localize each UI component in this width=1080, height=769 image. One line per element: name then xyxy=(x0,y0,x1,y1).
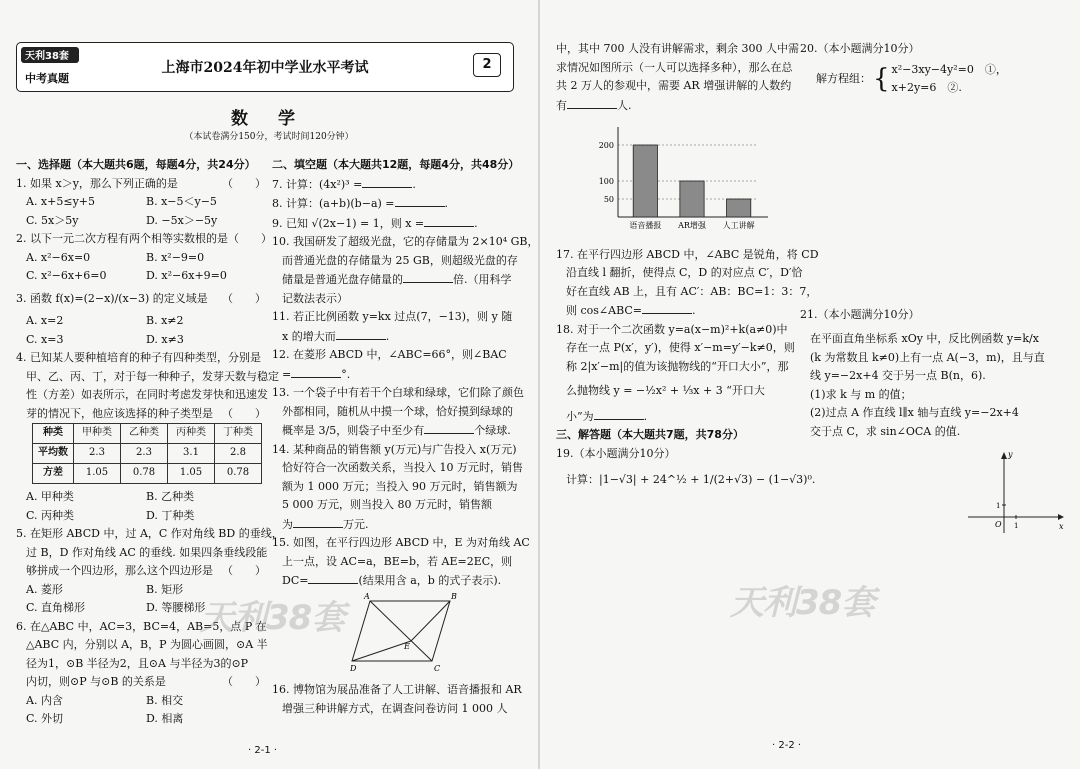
q18-line-2: 存在一点 P(x′，y′)，使得 x′−m=y′−k≠0，则 xyxy=(566,341,795,354)
q5-text: 够拼成一个四边形，那么这个四边形是 xyxy=(26,564,213,577)
answer-blank xyxy=(424,421,474,434)
q1-option-a: A. x+5≤y+5 xyxy=(26,195,96,208)
q14-line-1: 14. 某种商品的销售额 y(万元)与广告投入 x(万元) xyxy=(272,442,517,456)
q6-line-4 xyxy=(16,673,266,692)
q2-option-d: D. x²−6x+9=0 xyxy=(146,269,227,282)
q3-option-a: A. x=2 xyxy=(26,314,64,327)
logo-text: 天利38套 xyxy=(25,51,69,62)
bar-chart xyxy=(586,121,786,239)
q18-line-1: 18. 对于一个二次函数 y=a(x−m)²+k(a≠0)中 xyxy=(556,322,788,336)
label-a: A xyxy=(364,591,370,601)
label-e: E xyxy=(404,641,410,651)
q4-option-a: A. 甲种类 xyxy=(26,490,74,503)
answer-blank xyxy=(291,365,341,378)
q1-option-b: B. x−5＜y−5 xyxy=(146,195,217,208)
chart-tick-label: 200 xyxy=(598,141,614,150)
answer-blank xyxy=(308,571,358,584)
q11-line-1: 11. 若正比例函数 y=kx 过点(7，−13)，则 y 随 xyxy=(272,310,513,323)
q20-label: 解方程组： xyxy=(816,71,871,85)
q21-header: 21.（本小题满分10分） xyxy=(800,307,920,321)
table-cell: 1.05 xyxy=(74,464,121,484)
coordinate-axes xyxy=(966,447,1066,537)
q20-eq-1: x²−3xy−4y²=0 ①， xyxy=(891,62,1007,76)
q2-option-a: A. x²−6x=0 xyxy=(26,250,91,264)
q10-line-4: 记数法表示） xyxy=(282,291,348,305)
table-cell: 2.3 xyxy=(121,444,168,464)
answer-blank xyxy=(424,214,474,227)
q6-line-1: 6. 在△ABC 中，AC=3，BC=4，AB=5，点 P 在 xyxy=(16,619,267,633)
q10-line-3 xyxy=(272,270,534,290)
q21-line-2: 在平面直角坐标系 xOy 中，反比例函数 y=k/x xyxy=(810,332,1039,345)
table-cell: 平均数 xyxy=(33,444,74,464)
q4-line-1: 4. 已知某人要种植培育的种子有四种类型，分别是 xyxy=(16,351,261,364)
q1-options-2 xyxy=(16,212,266,231)
q6-options-2 xyxy=(16,710,266,729)
q9: 9. 已知 √(2x−1) = 1，则 x = . xyxy=(272,214,534,234)
chart-bar xyxy=(680,181,704,217)
q16-line-1: 16. 博物馆为展品准备了人工讲解、语音播报和 AR xyxy=(272,683,522,696)
q1-bracket: （ ） xyxy=(222,176,266,190)
q3-stem xyxy=(16,290,266,309)
q3-options-1 xyxy=(16,312,266,331)
column-4 xyxy=(800,40,1062,544)
q15-line-1: 15. 如图，在平行四边形 ABCD 中，E 为对角线 AC xyxy=(272,536,530,549)
q15-line-2: 上一点，设 AC=a，BE=b，若 AE=2EC，则 xyxy=(282,554,513,568)
brace-icon: { xyxy=(873,64,890,94)
q14-line-3: 额为 1 000 万元；当投入 90 万元时，销售额为 xyxy=(282,479,518,493)
column-3 xyxy=(556,40,819,490)
chart-category-label: 人工讲解 xyxy=(722,221,755,230)
q16-cont-line-4 xyxy=(556,96,788,116)
q21-line-5: (1)求 k 与 m 的值； xyxy=(810,387,912,401)
q2-stem: 2. 以下一元二次方程有两个相等实数根的是（ ） xyxy=(16,232,272,245)
q6-bracket: （ ） xyxy=(222,675,266,688)
q16-cont-line-3: 共 2 万人的参观中，需要 AR 增强讲解的人数约 xyxy=(556,79,792,92)
parallelogram-figure xyxy=(350,591,470,675)
section-3-title: 三、解答题（本大题共7题，共78分） xyxy=(556,428,744,441)
q5-option-c: C. 直角梯形 xyxy=(26,601,86,614)
q3-bracket: （ ） xyxy=(222,291,266,305)
q13-line-2: 外都相同，随机从中摸一个球，恰好摸到绿球的 xyxy=(282,404,513,418)
chart-bar xyxy=(633,145,657,217)
answer-blank xyxy=(336,327,386,340)
q14-line-2: 恰好符合一次函数关系，当投入 10 万元时，销售 xyxy=(282,461,523,474)
q13-line-3 xyxy=(272,421,534,441)
q9-text: 9. 已知 √(2x−1) = 1，则 x = xyxy=(272,216,425,230)
q5-bracket: （ ） xyxy=(222,564,266,577)
q3-option-b: B. x≠2 xyxy=(146,314,184,327)
q5-line-3 xyxy=(16,562,266,581)
q18-line-4: 么抛物线 y = −½x² + ⅓x + 3 “开口大 xyxy=(566,384,765,397)
q5-line-1: 5. 在矩形 ABCD 中，过 A，C 作对角线 BD 的垂线， xyxy=(16,527,283,540)
table-cell: 乙种类 xyxy=(121,424,168,444)
table-cell: 0.78 xyxy=(215,464,262,484)
answer-blank xyxy=(567,96,617,109)
q5-option-b: B. 矩形 xyxy=(146,582,184,596)
q12-line-2: = °. xyxy=(272,365,534,385)
chart-tick-label: 50 xyxy=(603,195,614,204)
q6-option-c: C. 外切 xyxy=(26,712,64,725)
q12-line-1: 12. 在菱形 ABCD 中，∠ABC=66°，则∠BAC xyxy=(272,348,507,361)
q16-cont-line-1: 中，其中 700 人没有讲解需求，剩余 300 人中需 xyxy=(556,42,799,55)
q17-line-2: 沿直线 l 翻折，使得点 C，D 的对应点 C′，D′恰 xyxy=(566,266,803,279)
q21-line-4: 线 y=−2x+4 交于另一点 B(n，6). xyxy=(810,369,986,382)
y-label: y xyxy=(1008,450,1013,459)
q7-text: 7. 计算：(4x²)³ = xyxy=(272,177,363,191)
q1-stem xyxy=(16,175,266,194)
q21-line-6: (2)过点 A 作直线 l∥x 轴与直线 y=−2x+4 xyxy=(810,406,1019,419)
q19-header: 19.（本小题满分10分） xyxy=(556,446,676,460)
table-cell: 2.3 xyxy=(74,444,121,464)
q8: 8. 计算：(a+b)(b−a) = . xyxy=(272,194,534,214)
watermark-left: 天利38套 xyxy=(200,598,345,638)
q14-line-5 xyxy=(272,515,534,535)
chart-category-label: 语音播报 xyxy=(629,221,662,230)
q11-line-2: x 的增大而 . xyxy=(272,327,534,347)
q16-cont-line-2: 求情况如图所示（一人可以选择多种），那么在总 xyxy=(556,60,793,74)
y-one-label: 1 xyxy=(996,502,1001,510)
q21-line-7: 交于点 C，求 sin∠OCA 的值. xyxy=(810,424,961,438)
q1-options-1 xyxy=(16,193,266,212)
q17-text: 则 cos∠ABC= xyxy=(566,304,643,317)
seed-table xyxy=(32,423,262,484)
q6-options-1 xyxy=(16,692,266,711)
page-number-right: · 2-2 · xyxy=(772,740,802,751)
q13-line-1: 13. 一个袋子中有若干个白球和绿球，它们除了颜色 xyxy=(272,386,524,399)
x-label: x xyxy=(1059,522,1064,531)
q10-text: 储量是普通光盘存储量的 xyxy=(282,273,403,286)
paper-number: 2 xyxy=(473,53,501,77)
q6-option-b: B. 相交 xyxy=(146,693,184,707)
page-number-left: · 2-1 · xyxy=(248,745,278,756)
q1-option-c: C. 5x＞5y xyxy=(26,213,79,227)
q20-equations xyxy=(892,61,1007,98)
q16-text-b: 人. xyxy=(617,98,632,112)
q5-option-d: D. 等腰梯形 xyxy=(146,601,206,614)
q16-text: 有 xyxy=(556,98,567,112)
q3-text: 3. 函数 f(x)=(2−x)/(x−3) 的定义域是 xyxy=(16,291,208,305)
table-cell: 种类 xyxy=(33,424,74,444)
y-arrow-icon xyxy=(1001,452,1007,459)
q15-line-3 xyxy=(272,571,534,591)
table-cell: 3.1 xyxy=(168,444,215,464)
table-cell: 丁种类 xyxy=(215,424,262,444)
q4-option-c: C. 丙种类 xyxy=(26,508,75,522)
origin-label: O xyxy=(995,520,1002,529)
q20-header: 20.（本小题满分10分） xyxy=(800,42,920,55)
page-fold xyxy=(538,0,540,769)
q20-system xyxy=(816,61,1062,98)
q10-line-2: 而普通光盘的存储量为 25 GB，则超级光盘的存 xyxy=(282,253,518,267)
q13-text-b: 个绿球. xyxy=(474,424,511,437)
q3-option-d: D. x≠3 xyxy=(146,332,184,346)
q4-bracket: （ ） xyxy=(222,406,266,420)
label-d: D xyxy=(350,663,357,673)
q6-line-3: 径为1，⊙B 半径为2，且⊙A 与半径为3的⊙P xyxy=(26,656,249,670)
table-cell: 甲种类 xyxy=(74,424,121,444)
category-label: 中考真题 xyxy=(25,72,69,85)
section-2-title: 二、填空题（本大题共12题，每题4分，共48分） xyxy=(272,158,520,171)
q2-options-2 xyxy=(16,267,266,286)
q6-line-2: △ABC 内，分别以 A，B，P 为圆心画圆，⊙A 半 xyxy=(26,638,268,651)
q14-line-4: 5 000 万元，则当投入 80 万元时，销售额 xyxy=(282,498,492,511)
q10-text-b: 倍.（用科学 xyxy=(453,273,512,286)
page-title: 上海市2024年初中学业水平考试 xyxy=(161,60,369,76)
q15-text-b: (结果用含 a，b 的式子表示). xyxy=(358,574,502,587)
q1-option-d: D. −5x＞−5y xyxy=(146,213,218,227)
q6-option-d: D. 相离 xyxy=(146,712,184,725)
q2-option-c: C. x²−6x+6=0 xyxy=(26,269,107,282)
q13-text: 概率是 3/5，则袋子中至少有 xyxy=(282,424,425,437)
exam-header xyxy=(16,42,514,92)
q4-options-2 xyxy=(16,507,266,526)
chart-bar xyxy=(727,199,751,217)
table-row xyxy=(33,464,262,484)
q10-line-1: 10. 我国研发了超级光盘，它的存储量为 2×10⁴ GB， xyxy=(272,235,539,248)
table-cell: 方差 xyxy=(33,464,74,484)
q3-option-c: C. x=3 xyxy=(26,332,64,346)
q19-expression: 计算：|1−√3| + 24^½ + 1/(2+√3) − (1−√3)⁰. xyxy=(566,473,816,486)
q4-option-d: D. 丁种类 xyxy=(146,508,195,522)
q16-line-2: 增强三种讲解方式，在调查问卷访问 1 000 人 xyxy=(282,701,508,715)
answer-blank xyxy=(362,175,412,188)
q2-options-1 xyxy=(16,249,266,268)
q17-line-4: 则 cos∠ABC= . xyxy=(556,301,788,321)
q3-options-2 xyxy=(16,331,266,350)
q4-text: 芽的情况下，他应该选择的种子类型是 xyxy=(26,406,213,420)
table-cell: 1.05 xyxy=(168,464,215,484)
q4-options-1 xyxy=(16,488,266,507)
q17-line-3: 好在直线 AB 上，且有 AC′：AB：BC=1：3：7， xyxy=(566,284,818,298)
q14-text: 为 xyxy=(282,517,293,531)
section-1-title: 一、选择题（本大题共6题，每题4分，共24分） xyxy=(16,158,256,171)
answer-blank xyxy=(403,270,453,283)
table-cell: 0.78 xyxy=(121,464,168,484)
exam-note: （本试卷满分150分，考试时间120分钟） xyxy=(184,132,354,142)
table-row xyxy=(33,444,262,464)
q18-line-5: 小”为 . xyxy=(556,407,788,427)
answer-blank xyxy=(594,407,644,420)
chart-category-label: AR增强 xyxy=(678,221,706,230)
table-cell: 丙种类 xyxy=(168,424,215,444)
q15-text: DC= xyxy=(282,574,309,587)
table-cell: 2.8 xyxy=(215,444,262,464)
q4-line-3: 性（方差）如表所示，在同时考虑发芽快和迅速发 xyxy=(26,388,268,401)
q11-text: x 的增大而 xyxy=(282,329,336,343)
q5-line-2: 过 B，D 作对角线 AC 的垂线. 如果四条垂线段能 xyxy=(26,545,268,559)
q6-option-a: A. 内含 xyxy=(26,693,63,707)
q18-text: 小”为 xyxy=(566,409,594,423)
chart-tick-label: 100 xyxy=(598,177,614,186)
answer-blank xyxy=(642,301,692,314)
q1-text: 1. 如果 x＞y，那么下列正确的是 xyxy=(16,176,178,190)
q8-text: 8. 计算：(a+b)(b−a) = xyxy=(272,197,395,210)
table-row xyxy=(33,424,262,444)
q5-option-a: A. 菱形 xyxy=(26,582,63,596)
q2-option-b: B. x²−9=0 xyxy=(146,250,205,264)
q14-text-b: 万元. xyxy=(343,517,369,531)
x-arrow-icon xyxy=(1058,514,1064,520)
q18-line-3: 称 2|x′−m|的值为该抛物线的“开口大小”，那 xyxy=(566,359,789,373)
q17-line-1: 17. 在平行四边形 ABCD 中，∠ABC 是锐角，将 CD xyxy=(556,247,819,261)
q20-eq-2: x+2y=6 ②. xyxy=(891,81,962,94)
answer-blank xyxy=(395,194,445,207)
label-b: B xyxy=(451,591,457,601)
answer-blank xyxy=(293,515,343,528)
q4-line-4 xyxy=(16,405,266,424)
q4-option-b: B. 乙种类 xyxy=(146,490,195,503)
q21-line-3: (k 为常数且 k≠0)上有一点 A(−3，m)，且与直 xyxy=(810,350,1045,364)
q6-text: 内切，则⊙P 与⊙B 的关系是 xyxy=(26,675,166,688)
subject-title: 数 学 xyxy=(231,109,307,129)
x-one-label: 1 xyxy=(1014,522,1019,530)
watermark-right: 天利38套 xyxy=(730,583,875,623)
q4-line-2: 甲、乙、丙、丁，对于每一种种子，发芽天数与稳定 xyxy=(26,369,279,383)
q12-text: = xyxy=(282,367,292,381)
label-c: C xyxy=(434,663,441,673)
q7: 7. 计算：(4x²)³ = . xyxy=(272,175,534,195)
segment-de xyxy=(352,641,411,661)
spacer xyxy=(800,98,1062,306)
